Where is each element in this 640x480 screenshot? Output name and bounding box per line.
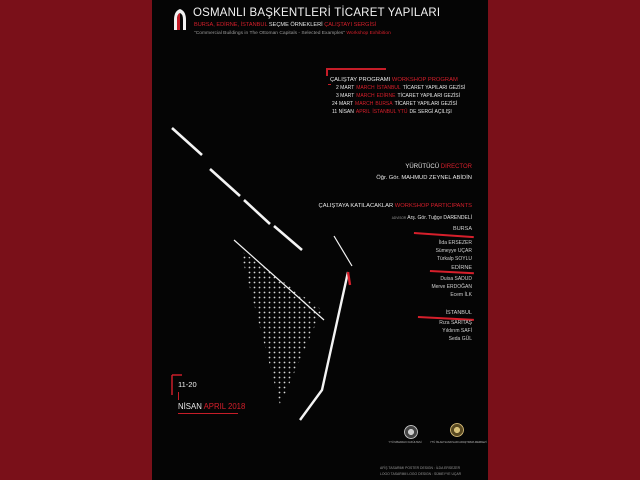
exhibition-poster [152, 0, 488, 480]
month-tr: NİSAN [178, 402, 202, 411]
subtitle-en-text: "Commercial Buildings in The Ottoman Capitals - Selected Examples" [194, 31, 345, 36]
advisor-label: ADVISOR [391, 216, 407, 220]
group-member: Merve ERDOĞAN [431, 284, 472, 290]
poster-title: OSMANLI BAŞKENTLERİ TİCARET YAPILARI [193, 7, 441, 19]
advisor-name: Arş. Gör. Tuğçe DARENDELİ [407, 215, 472, 221]
program-place: İSTANBUL [376, 85, 401, 91]
program-day-en: MARCH [356, 93, 375, 99]
seal-left-caption: YTÜ MİMARLIK FAKÜLTESİ [388, 441, 422, 444]
group-member: Duisa SADUD [440, 276, 472, 282]
program-desc: TİCARET YAPILARI GEZİSİ [397, 93, 461, 99]
program-title-en: WORKSHOP PROGRAM [391, 77, 458, 83]
month-en-year: APRIL 2018 [203, 402, 246, 411]
date-range: 11-20 [178, 380, 197, 389]
group-member: Sümeyye UÇAR [435, 248, 472, 254]
group-member: Rıza SARITAŞ [439, 320, 472, 326]
credit-line: AFİŞ TASARIMI POSTER DESIGN : İLDA ERSEZER [380, 466, 461, 470]
program-desc: TİCARET YAPILARI GEZİSİ [402, 85, 466, 91]
date-month [178, 402, 245, 411]
program-place: BURSA [375, 101, 393, 107]
director-title-tr: YÜRÜTÜCÜ [405, 164, 440, 170]
group-member: İlda ERSEZER [438, 240, 472, 246]
university-seal-icon [404, 425, 418, 439]
program-place: EDİRNE [376, 93, 396, 99]
director-title-en: DIRECTOR [440, 164, 472, 170]
program-place: İSTANBUL YTÜ [372, 109, 408, 115]
program-title-tr: ÇALIŞTAY PROGRAMI [330, 77, 391, 83]
program-day: 11 NİSAN [332, 109, 354, 115]
program-day-en: MARCH [355, 101, 374, 107]
group-city: EDİRNE [451, 265, 472, 271]
program-day: 24 MART [332, 101, 354, 107]
group-member: Yıldırım SAFİ [442, 328, 472, 334]
seal-right-caption: YTÜ İSLAM SANATLARI ARAŞTIRMA MERKEZİ [430, 441, 487, 444]
participants-title-en: WORKSHOP PARTICIPANTS [394, 203, 472, 209]
participants-title-tr: ÇALIŞTAYA KATILACAKLAR [318, 203, 394, 209]
program-day: 3 MART [336, 93, 355, 99]
director-name: Öğr. Gör. MAHMUD ZEYNEL ABİDİN [376, 175, 472, 181]
program-day-en: MARCH [356, 85, 375, 91]
group-city: İSTANBUL [445, 310, 472, 316]
group-member: Türkalp SOYLU [436, 256, 472, 262]
group-member: Seda GÜL [448, 336, 472, 342]
credit-line: LOGO TASARIMI LOGO DESIGN : SÜMEYYE UÇAR [380, 472, 462, 476]
program-desc: TİCARET YAPILARI GEZİSİ [394, 101, 458, 107]
group-member: Ecem İLK [450, 292, 472, 298]
subtitle-cities: BURSA, EDİRNE, İSTANBUL [194, 22, 268, 28]
subtitle-en-workshop: Workshop Exhibition [346, 31, 391, 36]
program-desc: DE SERGİ AÇILIŞI [409, 109, 452, 115]
program-day: 2 MART [336, 85, 355, 91]
subtitle-exhibition: ÇALIŞTAYI SERGİSİ [324, 22, 377, 28]
program-day-en: APRIL [355, 109, 371, 115]
research-center-seal-icon [450, 423, 464, 437]
group-city: BURSA [453, 226, 472, 232]
subtitle-selected: SEÇME ÖRNEKLERİ [268, 22, 323, 28]
